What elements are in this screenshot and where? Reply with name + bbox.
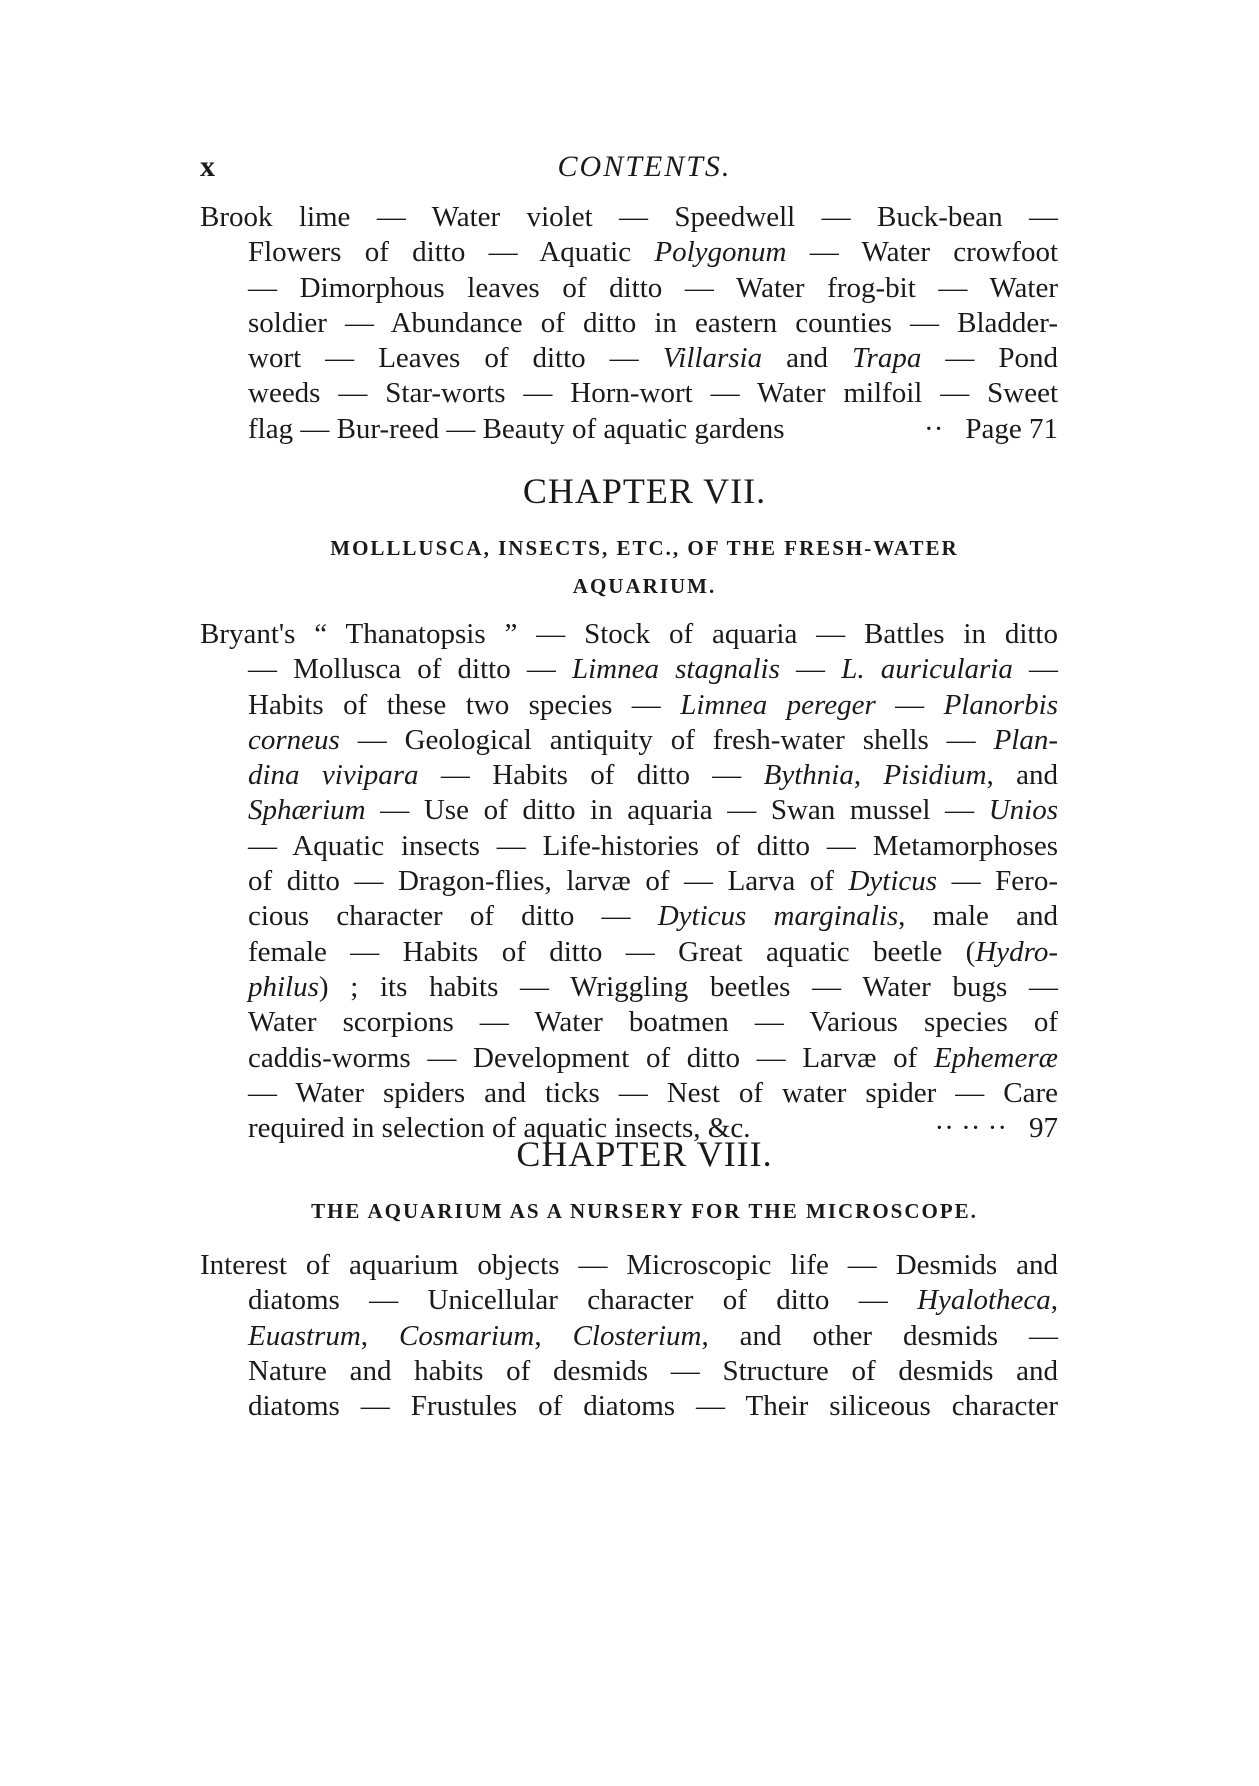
- page-number-ref: Page 71: [965, 412, 1058, 445]
- summary-line: Habits of these two species — Limnea pereger — Planorbis: [248, 688, 1058, 721]
- chapter-7-subtitle-2: AQUARIUM.: [572, 574, 717, 598]
- summary-line-text: flag — Bur-reed — Beauty of aquatic gardens: [248, 412, 785, 445]
- summary-line: cious character of ditto — Dyticus marginalis, male and: [248, 900, 1058, 933]
- summary-line: philus) ; its habits — Wriggling beetles — Water bugs —: [248, 970, 1058, 1003]
- summary-line: of ditto — Dragon-flies, larvæ of — Larva of Dyticus — Fero-: [248, 865, 1058, 898]
- page-reference: [924, 412, 1058, 447]
- prev-chapter-summary: [200, 200, 1058, 447]
- summary-line: soldier — Abundance of ditto in eastern counties — Bladder-: [248, 306, 1058, 339]
- summary-line: Sphærium — Use of ditto in aquaria — Swan mussel — Unios: [248, 794, 1058, 827]
- dot-leader: ··: [924, 412, 944, 445]
- page-number-ref: 97: [1029, 1112, 1058, 1145]
- summary-line: — Mollusca of ditto — Limnea stagnalis — L. auricularia —: [248, 653, 1059, 686]
- chapter-8-heading: CHAPTER VIII.: [516, 1134, 773, 1174]
- summary-line: Nature and habits of desmids — Structure of desmids and: [248, 1354, 1058, 1387]
- dot-leader: ·· ·· ··: [934, 1112, 1007, 1145]
- summary-line: dina vivipara — Habits of ditto — Bythnia, Pisidium, and: [248, 759, 1059, 792]
- summary-line: female — Habits of ditto — Great aquatic beetle (Hydro-: [248, 935, 1058, 968]
- summary-line: Water scorpions — Water boatmen — Various species of: [248, 1006, 1058, 1039]
- chapter-8-summary: [200, 1248, 1059, 1424]
- summary-line-text: required in selection of aquatic insects, &c.: [248, 1112, 751, 1145]
- summary-line: wort — Leaves of ditto — Villarsia and Trapa — Pond: [248, 342, 1058, 375]
- summary-line: corneus — Geological antiquity of fresh-water shells — Plan-: [248, 723, 1058, 756]
- summary-line: Brook lime — Water violet — Speedwell — Buck-bean —: [200, 201, 1058, 233]
- summary-line: weeds — Star-worts — Horn-wort — Water milfoil — Sweet: [248, 377, 1058, 410]
- page-number: x: [200, 150, 215, 183]
- summary-line: diatoms — Frustules of diatoms — Their siliceous character: [248, 1390, 1058, 1423]
- summary-line: — Dimorphous leaves of ditto — Water frog-bit — Water: [248, 271, 1058, 304]
- summary-line: Flowers of ditto — Aquatic Polygonum — Water crowfoot: [248, 236, 1058, 269]
- chapter-7-subtitle-1: MOLLLUSCA, INSECTS, ETC., OF THE FRESH-WATER: [330, 536, 959, 560]
- summary-line: [248, 412, 1058, 447]
- chapter-7-heading: CHAPTER VII.: [522, 471, 767, 511]
- summary-line: diatoms — Unicellular character of ditto — Hyalotheca,: [248, 1284, 1058, 1317]
- chapter-7-summary: [200, 617, 1059, 1146]
- summary-line: caddis-worms — Development of ditto — Larvæ of Ephemeræ: [248, 1041, 1058, 1074]
- summary-line: Euastrum, Cosmarium, Closterium, and other desmids —: [248, 1319, 1059, 1352]
- running-title: CONTENTS.: [557, 150, 732, 183]
- summary-line: — Aquatic insects — Life-histories of ditto — Metamorphoses: [248, 829, 1058, 862]
- summary-line: Interest of aquarium objects — Microscopic life — Desmids and: [200, 1249, 1058, 1281]
- summary-line: — Water spiders and ticks — Nest of water spider — Care: [248, 1076, 1058, 1109]
- chapter-8-subtitle: THE AQUARIUM AS A NURSERY FOR THE MICROSCOPE.: [311, 1199, 978, 1223]
- summary-line: Bryant's “ Thanatopsis ” — Stock of aquaria — Battles in ditto: [200, 618, 1058, 650]
